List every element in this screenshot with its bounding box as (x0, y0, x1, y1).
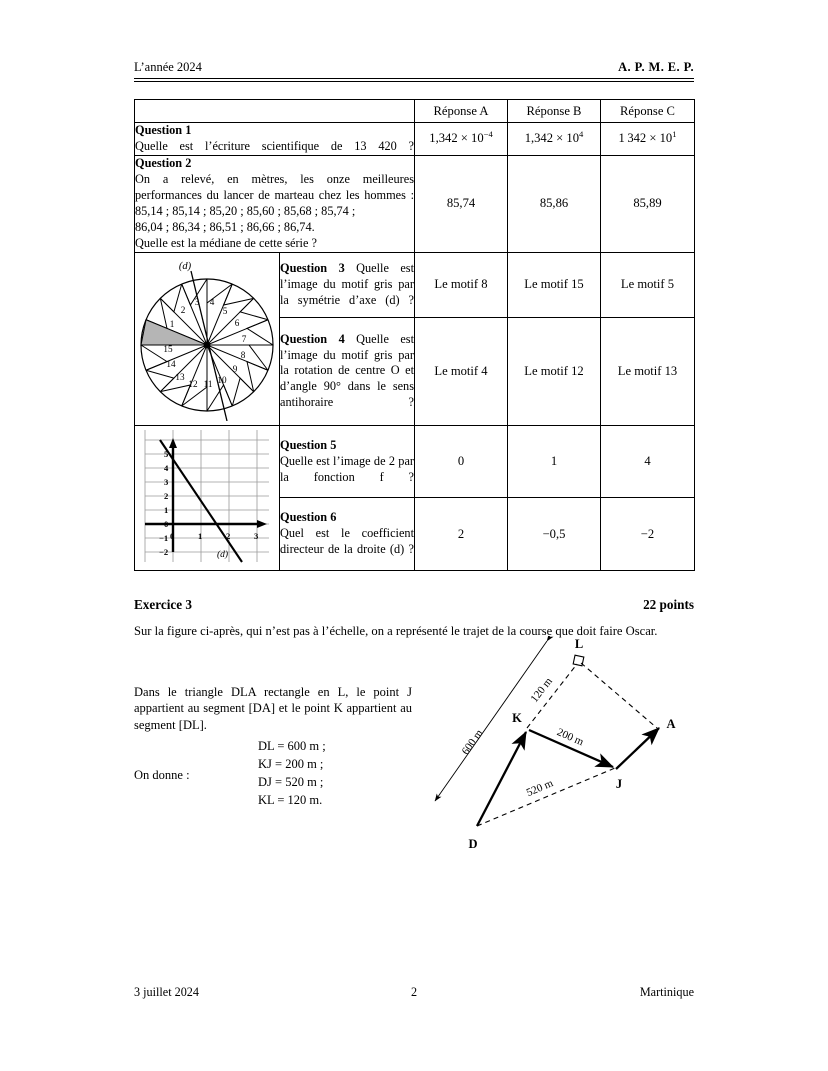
linear-graph-diagram (137, 426, 277, 566)
footer-page-number: 2 (410, 985, 418, 999)
question-5-label: Question 5 (280, 437, 337, 452)
measure-label-520m: 520 m (524, 776, 555, 799)
svg-text:−1: −1 (159, 532, 169, 543)
triangle-dla-diagram (419, 636, 694, 866)
route-segment-dk (477, 732, 526, 826)
segment-dj-dashed (477, 768, 615, 826)
column-header-reponse-a: Réponse A (415, 100, 508, 123)
svg-text:4: 4 (209, 296, 215, 307)
question-3-text: Quelle est l’image du motif gris par la symétrie d’axe (d) ? (280, 261, 414, 307)
table-row-question-3 (135, 252, 695, 317)
svg-text:3: 3 (194, 296, 200, 307)
question-4-answer-b[interactable]: Le motif 12 (508, 318, 601, 426)
svg-text:7: 7 (241, 333, 247, 344)
question-2-text-2: Quelle est la médiane de cette série ? (135, 235, 317, 250)
svg-text:9: 9 (232, 363, 238, 374)
page-footer (134, 985, 694, 1000)
question-6-cell (280, 498, 415, 571)
svg-text:3: 3 (254, 530, 259, 541)
question-5-answer-b[interactable]: 1 (508, 425, 601, 498)
table-header-row (135, 100, 695, 123)
question-3-label: Question 3 (280, 261, 345, 275)
vertex-label-j: J (615, 776, 623, 791)
header-blank-cell (135, 100, 415, 123)
exercise-3-points: 22 points (643, 596, 694, 612)
column-header-reponse-b: Réponse B (508, 100, 601, 123)
segment-la-dashed (581, 663, 657, 728)
svg-text:14: 14 (166, 358, 176, 369)
question-6-answer-b[interactable]: −0,5 (508, 498, 601, 571)
measure-label-600m: 600 m (459, 727, 486, 757)
svg-text:2: 2 (226, 530, 231, 541)
question-3-answer-b[interactable]: Le motif 15 (508, 252, 601, 317)
svg-text:1: 1 (198, 530, 203, 541)
header-left-text: L’année 2024 (134, 60, 202, 74)
footer-location: Martinique (639, 985, 694, 999)
svg-text:1: 1 (169, 318, 175, 329)
exercise-3-intro: Sur la figure ci-après, qui n’est pas à l’échelle, on a représenté le trajet de la course que doit faire Oscar. (134, 623, 658, 638)
question-4-cell (280, 318, 415, 426)
given-label: On donne : (134, 768, 190, 783)
page-header (134, 60, 694, 78)
svg-text:2: 2 (164, 490, 169, 501)
footer-date: 3 juillet 2024 (134, 985, 199, 999)
svg-text:4: 4 (164, 462, 169, 473)
svg-text:3: 3 (164, 476, 169, 487)
svg-text:0: 0 (164, 518, 169, 529)
vertex-label-k: K (512, 710, 522, 725)
svg-text:0: 0 (170, 530, 175, 541)
measure-label-120m: 120 m (528, 675, 555, 705)
vertex-label-l: L (574, 636, 584, 651)
graph-y-arrow-icon (169, 438, 177, 448)
table-row-question-2 (135, 155, 695, 252)
question-3-cell (280, 252, 415, 317)
given-value-dj: DJ = 520 m ; (258, 775, 324, 790)
question-4-answer-c[interactable]: Le motif 13 (601, 318, 695, 426)
table-row-question-5 (135, 425, 695, 498)
course-route-figure (419, 636, 694, 871)
svg-text:15: 15 (163, 343, 173, 354)
question-6-text: Quel est le coefficient directeur de la droite (d) ? (280, 526, 414, 557)
graph-line-label: (d) (217, 549, 229, 560)
rosette-figure-cell (135, 252, 280, 425)
question-2-label: Question 2 (135, 155, 192, 170)
question-2-answer-a[interactable]: 85,74 (415, 155, 508, 252)
rosette-axis-label: (d) (178, 260, 192, 272)
question-1-text: Quelle est l’écriture scientifique de 13 420 ? (135, 138, 414, 153)
page-content (134, 60, 694, 896)
given-value-kl: KL = 120 m. (258, 793, 323, 808)
graph-x-arrow-icon (257, 520, 267, 528)
exercise-3-header (134, 597, 694, 613)
svg-text:2: 2 (180, 304, 186, 315)
question-1-answer-c[interactable]: 1 $342 \times 10^1$ (601, 123, 695, 156)
svg-text:5: 5 (164, 448, 169, 459)
question-4-label: Question 4 (280, 331, 345, 346)
rosette-diagram (137, 253, 277, 421)
column-header-reponse-c: Réponse C (601, 100, 695, 123)
measure-label-200m: 200 m (555, 725, 586, 749)
question-2-answer-c[interactable]: 85,89 (601, 155, 695, 252)
question-6-label: Question 6 (280, 510, 337, 525)
given-value-dl: DL = 600 m ; (258, 739, 326, 754)
svg-text:13: 13 (175, 371, 185, 382)
exercise-3-figure-row (134, 636, 694, 896)
svg-text:−2: −2 (159, 546, 169, 557)
graph-figure-cell (135, 425, 280, 570)
svg-text:1: 1 (164, 504, 169, 515)
exercise-3-title: Exercice 3 (134, 596, 192, 612)
right-angle-mark-l (573, 655, 584, 666)
header-right-text: A. P. M. E. P. (618, 60, 694, 74)
svg-text:11: 11 (203, 378, 213, 389)
exercise-3-statement-block (134, 684, 412, 824)
given-values-block (134, 737, 412, 823)
svg-text:10: 10 (217, 374, 227, 385)
question-2-text: On a relevé, en mètres, les onze meilleures performances du lancer de marteau chez les hommes : (135, 171, 414, 202)
question-3-answer-c[interactable]: Le motif 5 (601, 252, 695, 317)
question-1-cell (135, 123, 415, 156)
question-1-answer-b[interactable]: $1,342 \times 10^4$ (508, 123, 601, 156)
question-2-data-line-1: 85,14 ; 85,14 ; 85,20 ; 85,60 ; 85,68 ; 85,74 ; (135, 203, 356, 218)
svg-text:8: 8 (240, 349, 246, 360)
table-row-question-1 (135, 123, 695, 156)
question-5-answer-a[interactable]: 0 (415, 425, 508, 498)
question-4-text: Quelle est l’image du motif gris par la rotation de centre O et d’angle 90° dans le sens antihoraire ? (280, 331, 414, 410)
header-rule (134, 78, 694, 82)
question-2-answer-b[interactable]: 85,86 (508, 155, 601, 252)
qcm-table (134, 99, 695, 571)
svg-text:5: 5 (222, 305, 228, 316)
question-1-answer-a[interactable]: $1,342 \times 10^{-4}$ (415, 123, 508, 156)
question-1-label: Question 1 (135, 123, 192, 137)
vertex-label-a: A (666, 716, 676, 731)
question-6-answer-a[interactable]: 2 (415, 498, 508, 571)
question-4-answer-a[interactable]: Le motif 4 (415, 318, 508, 426)
given-values-list (258, 737, 326, 809)
question-2-cell (135, 155, 415, 252)
vertex-label-d: D (468, 836, 478, 851)
question-5-answer-c[interactable]: 4 (601, 425, 695, 498)
question-5-text: Quelle est l’image de 2 par la fonction f ? (280, 453, 414, 484)
exercise-3-statement: Dans le triangle DLA rectangle en L, le point J appartient au segment [DA] et le point K appartient au segment [DL]. (134, 684, 412, 732)
svg-text:12: 12 (188, 378, 198, 389)
question-2-data-line-2: 86,04 ; 86,34 ; 86,51 ; 86,66 ; 86,74. (135, 219, 315, 234)
svg-text:6: 6 (234, 317, 240, 328)
question-6-answer-c[interactable]: −2 (601, 498, 695, 571)
route-segment-ja (616, 728, 659, 769)
given-value-kj: KJ = 200 m ; (258, 757, 324, 772)
measure-line-600m (435, 641, 547, 801)
question-5-cell (280, 425, 415, 498)
question-3-answer-a[interactable]: Le motif 8 (415, 252, 508, 317)
